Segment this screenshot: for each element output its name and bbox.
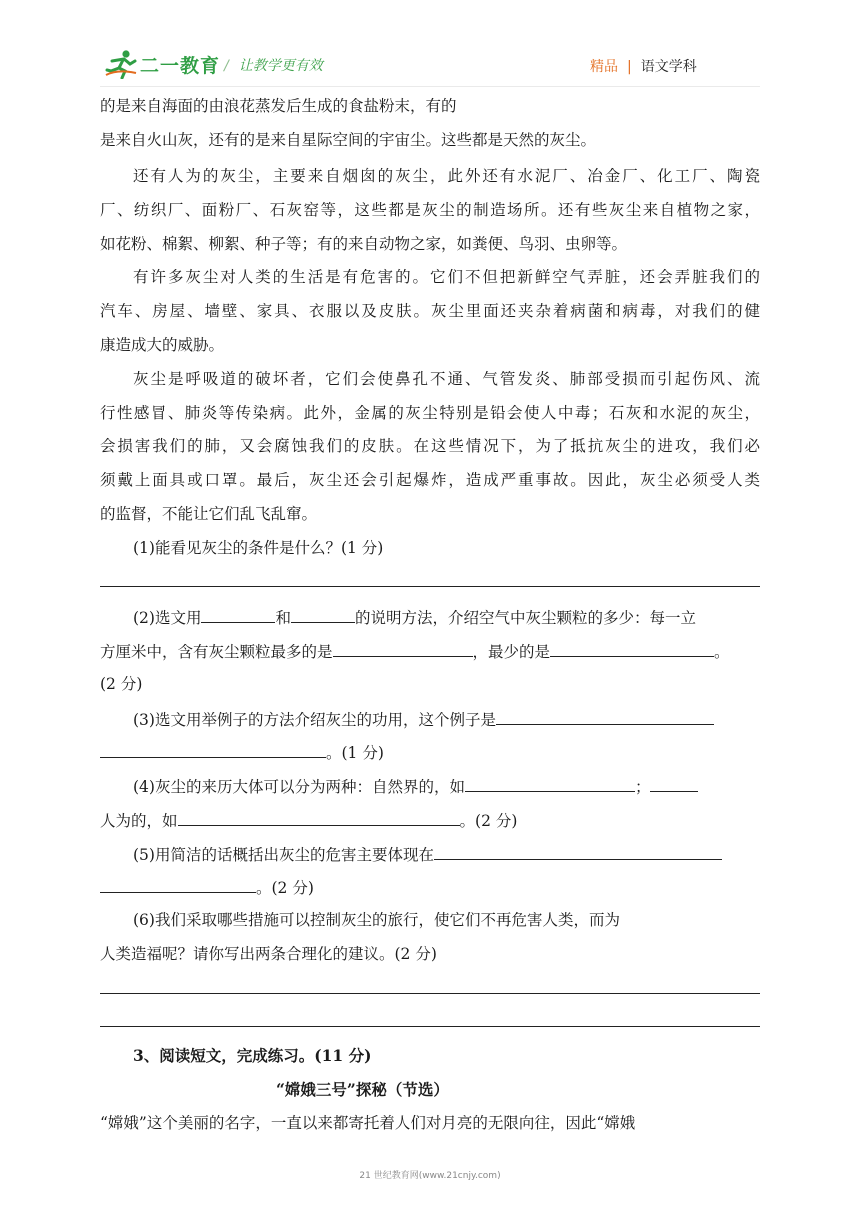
question-1: (1)能看见灰尘的条件是什么？(1 分) xyxy=(133,539,384,557)
question-2-score: (2 分) xyxy=(100,675,143,693)
answer-blank-q2-most[interactable] xyxy=(333,640,473,657)
question-5-cont xyxy=(100,876,314,898)
text-line: 的监督，不能让它们乱飞乱窜。 xyxy=(100,505,318,523)
answer-blank-q4-human[interactable] xyxy=(178,809,460,826)
runner-logo-icon xyxy=(104,49,138,79)
answer-line-q1[interactable] xyxy=(100,586,760,587)
section-heading: 3、阅读短文，完成练习。(11 分) xyxy=(133,1046,372,1065)
text-line: 的是来自海面的由浪花蒸发后生成的食盐粉末，有的 xyxy=(100,97,457,115)
answer-blank-q3[interactable] xyxy=(496,708,714,725)
text-line: 须戴上面具或口罩。最后，灰尘还会引起爆炸，造成严重事故。因此，灰尘必须受人类 xyxy=(100,471,760,489)
text-line: 厂、纺织厂、面粉厂、石灰窑等，这些都是灰尘的制造场所。还有些灰尘来自植物之家， xyxy=(100,201,760,219)
answer-line-q6-2[interactable] xyxy=(100,1026,760,1027)
q2-text-d: 方厘米中，含有灰尘颗粒最多的是 xyxy=(100,643,333,661)
question-2 xyxy=(100,606,696,628)
quality-tag: 精品 xyxy=(590,59,618,75)
answer-blank-q2-method1[interactable] xyxy=(201,606,275,623)
q4-text-d: 。(2 分) xyxy=(459,812,518,830)
answer-line-q6-1[interactable] xyxy=(100,993,760,994)
q3-text-b: 。(1 分) xyxy=(326,744,384,762)
logo xyxy=(104,48,220,80)
q3-text-a: (3)选文用举例子的方法介绍灰尘的功用，这个例子是 xyxy=(133,711,496,729)
page-footer: 21 世纪教育网(www.21cnjy.com) xyxy=(359,1171,501,1181)
slogan xyxy=(224,55,323,75)
text-line: 是来自火山灰，还有的是来自星际空间的宇宙尘。这些都是天然的灰尘。 xyxy=(100,131,597,149)
slogan-text: 让教学更有效 xyxy=(238,58,323,74)
question-6-cont: 人类造福呢？请你写出两条合理化的建议。(2 分) xyxy=(100,945,437,963)
header-subject xyxy=(590,56,697,76)
question-5 xyxy=(100,843,722,865)
q4-text-a: (4)灰尘的来历大体可以分为两种：自然界的，如 xyxy=(133,778,465,796)
text-line: 会损害我们的肺，又会腐蚀我们的皮肤。在这些情况下，为了抵抗灰尘的进攻，我们必 xyxy=(100,437,760,455)
q2-text-b: 和 xyxy=(275,609,291,627)
question-4-cont xyxy=(100,809,517,831)
q2-text-e: ，最少的是 xyxy=(472,643,551,661)
q2-text-f: 。 xyxy=(714,643,730,661)
question-6: (6)我们采取哪些措施可以控制灰尘的旅行，使它们不再危害人类，而为 xyxy=(133,911,620,929)
q4-text-b: ； xyxy=(634,778,651,796)
question-4 xyxy=(100,775,698,797)
slogan-separator: / xyxy=(224,58,229,74)
answer-blank-q2-method2[interactable] xyxy=(291,606,355,623)
question-3 xyxy=(100,708,714,730)
subject-label: 语文学科 xyxy=(640,59,697,75)
answer-blank-q4-natural-cont[interactable] xyxy=(650,775,698,792)
text-line: “嫦娥”这个美丽的名字，一直以来都寄托着人们对月亮的无限向往，因此“嫦娥 xyxy=(100,1114,636,1132)
text-line: 有许多灰尘对人类的生活是有危害的。它们不但把新鲜空气弄脏，还会弄脏我们的 xyxy=(133,268,760,286)
answer-blank-q4-natural[interactable] xyxy=(465,775,635,792)
q5-text-b: 。(2 分) xyxy=(256,879,314,897)
logo-text: 二一教育 xyxy=(140,54,221,77)
answer-blank-q2-least[interactable] xyxy=(550,640,714,657)
question-2-cont xyxy=(100,640,730,662)
text-line: 还有人为的灰尘，主要来自烟囱的灰尘，此外还有水泥厂、冶金厂、化工厂、陶瓷 xyxy=(133,167,760,185)
answer-blank-q3-cont[interactable] xyxy=(100,741,326,758)
article-title: “嫦娥三号”探秘（节选） xyxy=(276,1080,449,1099)
page-header xyxy=(0,0,860,90)
text-line: 康造成大的威胁。 xyxy=(100,336,225,354)
answer-blank-q5-cont[interactable] xyxy=(100,876,256,893)
text-line: 行性感冒、肺炎等传染病。此外，金属的灰尘特别是铅会使人中毒；石灰和水泥的灰尘， xyxy=(100,404,760,422)
q2-text-c: 的说明方法，介绍空气中灰尘颗粒的多少：每一立 xyxy=(354,609,696,627)
text-line: 如花粉、棉絮、柳絮、种子等；有的来自动物之家，如粪便、鸟羽、虫卵等。 xyxy=(100,235,628,253)
q4-text-c: 人为的，如 xyxy=(100,812,178,830)
header-separator: | xyxy=(627,59,632,75)
answer-blank-q5[interactable] xyxy=(434,843,722,860)
q2-text-a: (2)选文用 xyxy=(133,609,202,627)
question-3-cont xyxy=(100,741,384,763)
text-line: 汽车、房屋、墙壁、家具、衣服以及皮肤。灰尘里面还夹杂着病菌和病毒，对我们的健 xyxy=(100,302,760,320)
header-divider xyxy=(100,86,760,87)
q5-text-a: (5)用简洁的话概括出灰尘的危害主要体现在 xyxy=(133,846,434,864)
text-line: 灰尘是呼吸道的破坏者，它们会使鼻孔不通、气管发炎、肺部受损而引起伤风、流 xyxy=(133,370,760,388)
